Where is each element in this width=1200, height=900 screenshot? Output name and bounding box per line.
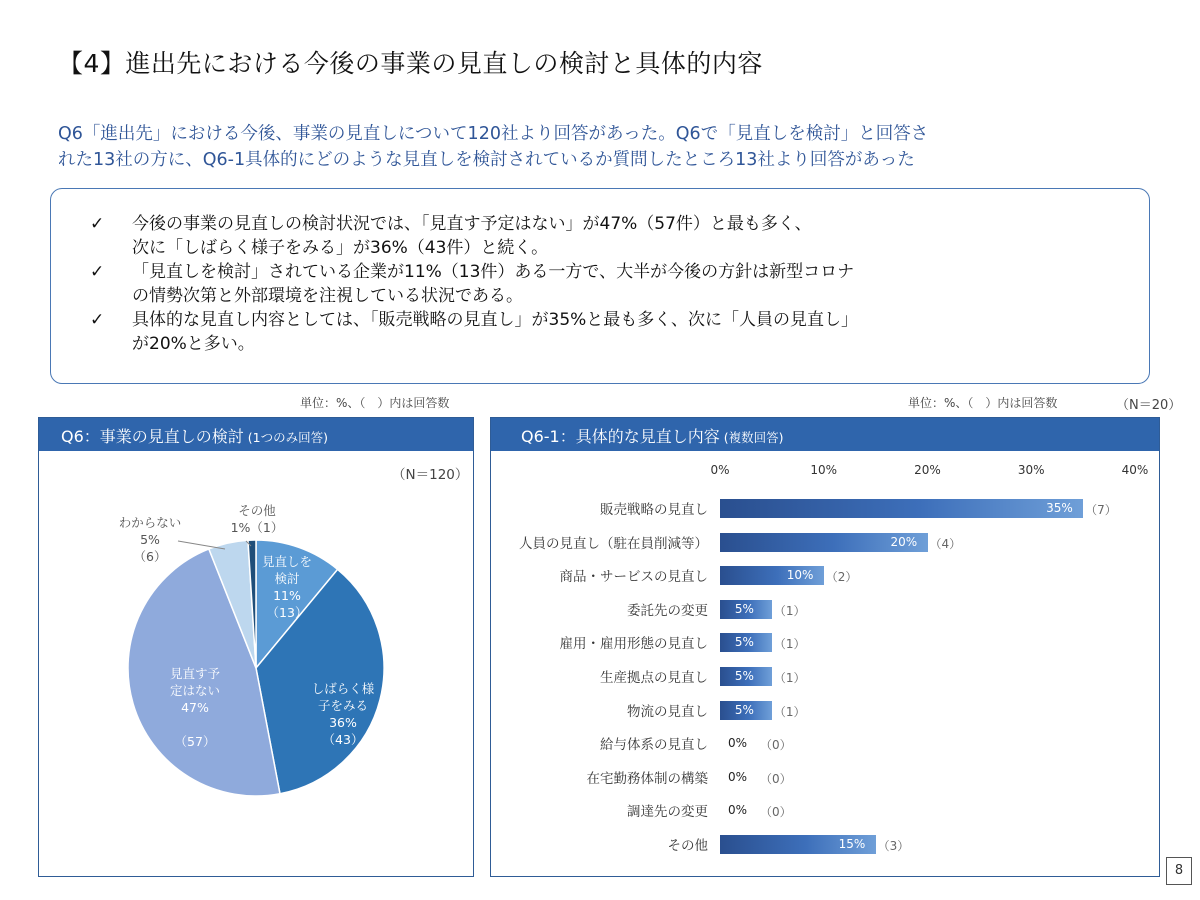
pie-label-line: その他: [238, 503, 276, 518]
check-icon: ✓: [90, 262, 105, 282]
bar-value-label: 35%: [1046, 501, 1073, 515]
bar-count-label: （4）: [929, 536, 962, 551]
pie-slice-label: [155, 665, 235, 750]
bar-count-label: （1）: [773, 704, 806, 719]
unit-note-right: 単位：%、（ ）内は回答数: [908, 396, 1058, 410]
survey-description-line: Q6「進出先」における今後、事業の見直しについて120社より回答があった。Q6で「見直しを検討」と回答さ: [58, 124, 929, 144]
bullet-line: 具体的な見直し内容としては、「販売戦略の見直し」が35%と最も多く、次に「人員の見直し」: [132, 310, 858, 330]
sample-size-left: （N＝120）: [392, 467, 469, 483]
q6-panel-note: (1つのみ回答): [247, 430, 328, 445]
pie-label-line: （13）: [266, 605, 308, 620]
bar-count-label: （7）: [1085, 503, 1117, 517]
pie-slice-label: [222, 502, 292, 536]
pie-label-line: （57）: [174, 734, 216, 749]
bar-value-label: 5%: [734, 601, 754, 616]
pie-label-line: 1%（1）: [230, 520, 284, 535]
bar-category-label: 雇用・雇用形態の見直し: [559, 636, 708, 653]
bar-category-label: 物流の見直し: [627, 703, 708, 720]
page-number: 8: [1166, 857, 1192, 885]
bar-value-label: 5%: [734, 669, 754, 683]
sample-size-right: （N＝20）: [1116, 398, 1182, 413]
bar-value-label: 10%: [786, 568, 814, 583]
bar-count-label: （1）: [773, 671, 806, 685]
bar-category-label: 在宅勤務体制の構築: [586, 770, 708, 787]
bullet-line: 次に「しばらく様子をみる」が36%（43件）と続く。: [132, 238, 549, 258]
unit-note-left: 単位：%、（ ）内は回答数: [300, 396, 450, 410]
bullet-line: 「見直しを検討」されている企業が11%（13件）ある一方で、大半が今後の方針は新型コロナ: [132, 262, 855, 282]
bar-category-label: 人員の見直し（駐在員削減等）: [519, 535, 708, 552]
pie-slice-label: [298, 680, 388, 748]
pie-label-line: 子をみる: [317, 698, 368, 713]
bar-value-label: 0%: [728, 769, 748, 784]
pie-label-line: 定はない: [169, 683, 220, 698]
bar-count-label: （2）: [825, 570, 858, 585]
pie-label-line: わからない: [118, 515, 182, 530]
q6-1-panel-header: [491, 418, 1159, 451]
bar-count-label: （3）: [877, 839, 910, 853]
survey-description-line: れた13社の方に、Q6-1具体的にどのような見直しを検討されているか質問したところ13社より回答があった: [58, 150, 915, 170]
pie-label-line: 5%: [140, 532, 160, 547]
pie-slice-label: [110, 514, 190, 565]
q6-1-panel-note: (複数回答): [723, 430, 784, 445]
pie-label-line: （6）: [133, 549, 167, 564]
bar-count-label: （0）: [760, 771, 792, 786]
bar-value-label: 20%: [890, 534, 918, 549]
pie-label-line: 検討: [274, 571, 300, 586]
bullet-line: 今後の事業の見直しの検討状況では、「見直す予定はない」が47%（57件）と最も多く、: [132, 214, 812, 234]
pie-label-line: 見直す予: [169, 666, 220, 681]
pie-label-line: [155, 716, 235, 733]
bar-value-label: 0%: [728, 736, 748, 751]
x-tick-label: 30%: [1017, 463, 1045, 477]
bar-value-label: 5%: [734, 702, 754, 717]
bar-count-label: （1）: [773, 637, 806, 652]
bullet-line: が20%と多い。: [132, 334, 255, 354]
x-tick-label: 20%: [914, 463, 941, 477]
x-tick-label: 40%: [1121, 463, 1149, 477]
x-tick-label: 0%: [710, 463, 730, 477]
bar-category-label: 給与体系の見直し: [600, 737, 708, 754]
bar: [720, 499, 1083, 518]
q6-1-panel-title: Q6-1：具体的な見直し内容: [521, 427, 720, 446]
bar-value-label: 5%: [734, 635, 754, 650]
bar-value-label: 15%: [838, 837, 866, 851]
pie-label-line: 見直しを: [262, 554, 313, 569]
bar-category-label: 生産拠点の見直し: [600, 670, 708, 686]
page-title: 【4】進出先における今後の事業の見直しの検討と具体的内容: [58, 49, 763, 78]
bar-count-label: （0）: [760, 805, 792, 820]
pie-label-line: 36%: [329, 715, 357, 730]
pie-label-line: しばらく様: [311, 681, 375, 696]
bar-category-label: 販売戦略の見直し: [600, 502, 708, 518]
pie-label-line: 47%: [181, 700, 209, 715]
bar-value-label: 0%: [728, 803, 748, 818]
bar-category-label: 商品・サービスの見直し: [559, 569, 708, 586]
bar-count-label: （1）: [773, 603, 806, 618]
check-icon: ✓: [90, 310, 105, 330]
bullet-line: の情勢次第と外部環境を注視している状況である。: [132, 286, 523, 306]
pie-label-line: 11%: [273, 588, 301, 603]
bar-count-label: （0）: [760, 738, 792, 753]
pie-slice-label: [262, 553, 312, 621]
bar-category-label: その他: [667, 838, 708, 854]
bar-category-label: 委託先の変更: [627, 602, 708, 619]
x-tick-label: 10%: [810, 463, 838, 477]
bar-category-label: 調達先の変更: [627, 804, 708, 821]
pie-label-line: （43）: [322, 732, 364, 747]
q6-panel-title: Q6：事業の見直しの検討: [61, 427, 244, 446]
check-icon: ✓: [90, 214, 105, 234]
